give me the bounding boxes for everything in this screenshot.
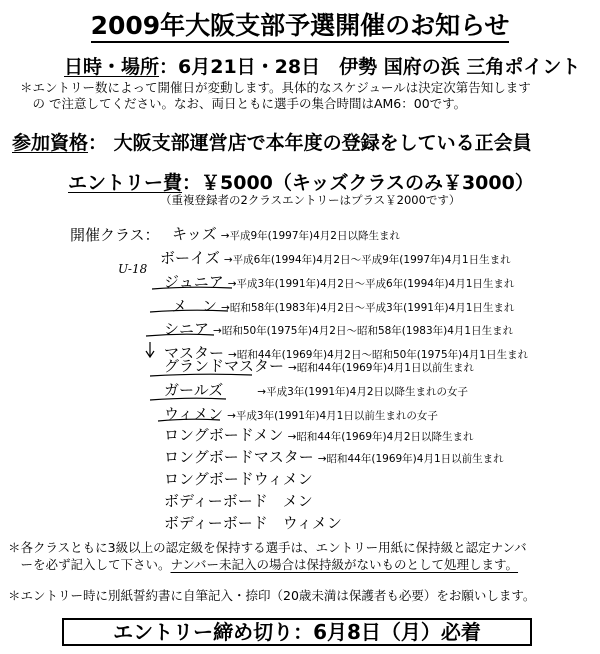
fee-note: （重複登録者の2クラスエントリーはプラス￥2000です） [160, 193, 461, 207]
class-row: ボーイズ →平成6年(1994年)4月2日～平成9年(1997年)4月1日生まれ [160, 249, 511, 267]
eligibility-label: 参加資格 [12, 132, 89, 154]
eligibility-value: ： 大阪支部運営店で本年度の登録をしている正会員 [88, 132, 532, 154]
datetime-value: ：6月21日・28日 伊勢 国府の浜 三角ポイント [159, 56, 581, 78]
oath-note: ＊エントリー時に別紙誓約書に自筆記入・捺印（20歳未満は保護者も必要）をお願いします。 [8, 588, 536, 603]
schedule-note-line1: ＊エントリー数によって開催日が変動します。具体的なスケジュールは決定次第告知します [20, 80, 531, 95]
handwritten-note: U-18 [118, 262, 148, 276]
class-row: ガールズ →平成3年(1991年)4月2日以降生まれの女子 [164, 381, 469, 399]
classes-label: 開催クラス： [70, 226, 160, 244]
fee-value: ：￥5000（キッズクラスのみ￥3000） [182, 172, 534, 194]
class-row: ウィメン →平成3年(1991年)4月1日以前生まれの女子 [164, 405, 438, 423]
class-row: グランドマスター →昭和44年(1969年)4月1日以前生まれ [164, 357, 474, 375]
class-row: ロングボードウィメン [164, 470, 313, 488]
rank-note-line2: ーを必ず記入して下さい。ナンバー未記入の場合は保持級がないものとして処理します。 [8, 557, 519, 572]
class-row: ボディーボード ウィメン [164, 514, 342, 532]
class-row: シニア →昭和50年(1975年)4月2日～昭和58年(1983年)4月1日生まれ [164, 320, 514, 338]
class-row: ジュニア →平成3年(1991年)4月2日～平成6年(1994年)4月1日生まれ [164, 273, 515, 291]
deadline-box [62, 618, 532, 646]
deadline-text: エントリー締め切り：6月8日（月）必着 [113, 620, 481, 644]
class-row: キッズ →平成9年(1997年)4月2日以降生まれ [172, 225, 400, 243]
rank-note-line1: ＊各クラスともに3級以上の認定級を保持する選手は、エントリー用紙に保持級と認定ナンバ [8, 540, 527, 555]
datetime-label: 日時・場所 [64, 56, 160, 78]
class-row: ロングボードメン →昭和44年(1969年)4月2日以降生まれ [164, 426, 474, 444]
class-row: マスター →昭和44年(1969年)4月2日～昭和50年(1975年)4月1日生まれ [164, 344, 529, 362]
class-row: ロングボードマスター →昭和44年(1969年)4月1日以前生まれ [164, 448, 504, 466]
class-row: メ ン →昭和58年(1983年)4月2日～平成3年(1991年)4月1日生まれ [172, 297, 515, 315]
class-row: ボディーボード メン [164, 492, 313, 510]
page-title: 2009年大阪支部予選開催のお知らせ [0, 6, 600, 42]
schedule-note-line2: の で注意してください。なお、両日ともに選手の集合時間はAM6：00です。 [20, 96, 467, 111]
fee-label: エントリー費 [68, 172, 183, 194]
